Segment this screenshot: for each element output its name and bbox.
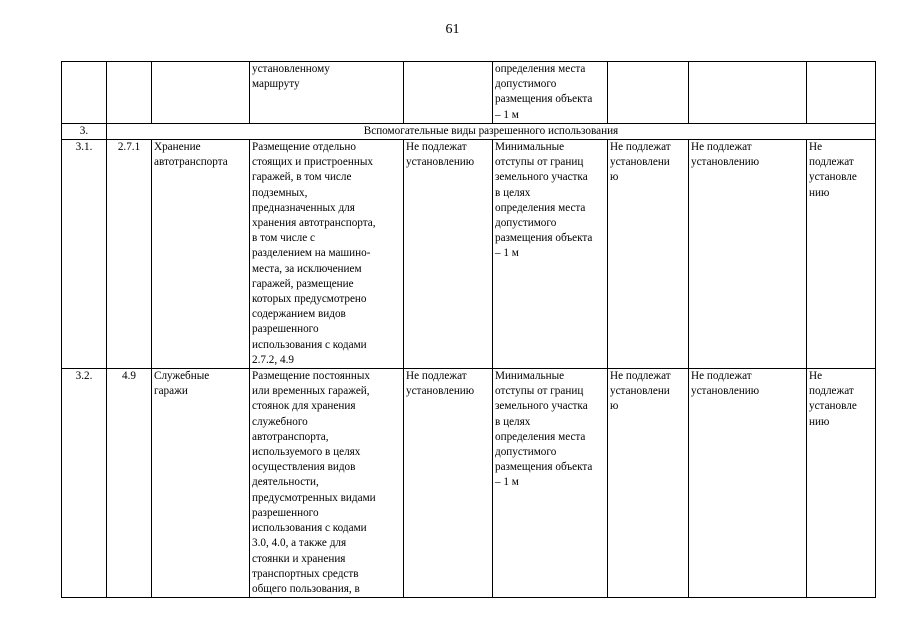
description-cell-line: разрешенного: [252, 323, 319, 336]
parameter-cell-line: подлежат: [809, 385, 854, 398]
setback-cell-line: отступы от границ: [495, 156, 584, 169]
setback-cell-line: допустимого: [495, 217, 557, 230]
use-name-cell-line: автотранспорта: [154, 156, 228, 169]
description-cell-line: транспортных средств: [252, 567, 359, 580]
description-cell-line: гаражей, в том числе: [252, 171, 352, 184]
parameter-cell: [404, 369, 493, 598]
continuation-cell-line: размещения объекта: [495, 93, 593, 106]
setback-cell: [493, 140, 608, 369]
continuation-cell-line: маршруту: [252, 78, 300, 91]
parameter-cell-line: нию: [809, 186, 830, 199]
description-cell-line: содержанием видов: [252, 308, 346, 321]
parameter-cell-line: Не подлежат: [691, 141, 752, 154]
land-use-table: [61, 61, 876, 598]
continuation-cell: [62, 62, 107, 124]
parameter-cell: [608, 140, 689, 369]
setback-cell-line: размещения объекта: [495, 461, 593, 474]
description-cell-line: служебного: [252, 415, 308, 428]
parameter-cell-line: установлению: [691, 385, 760, 398]
use-name-cell-line: Служебные: [154, 370, 210, 383]
setback-cell-line: – 1 м: [495, 476, 519, 489]
row-number-cell: 3.1.: [62, 140, 107, 369]
parameter-cell-line: Не: [809, 141, 823, 154]
parameter-cell-line: установлению: [691, 156, 760, 169]
parameter-cell-line: установлению: [406, 156, 475, 169]
parameter-cell-line: установлению: [406, 385, 475, 398]
description-cell-line: Размещение постоянных: [252, 370, 370, 383]
parameter-cell-line: Не: [809, 370, 823, 383]
code-cell: 2.7.1: [107, 140, 152, 369]
continuation-cell: [404, 62, 493, 124]
page-number: 61: [445, 22, 460, 37]
use-name-cell-line: гаражи: [154, 385, 188, 398]
description-cell-line: места, за исключением: [252, 262, 362, 275]
description-cell-line: подземных,: [252, 186, 308, 199]
parameter-cell-line: Не подлежат: [406, 141, 467, 154]
table-row: [62, 369, 876, 598]
description-cell: [250, 369, 404, 598]
section-number: 3.: [62, 123, 107, 139]
description-cell-line: в том числе с: [252, 232, 315, 245]
continuation-cell: [493, 62, 608, 124]
use-name-cell-line: Хранение: [154, 141, 201, 154]
description-cell-line: 2.7.2, 4.9: [252, 353, 294, 366]
continuation-cell: [689, 62, 807, 124]
description-cell: [250, 140, 404, 369]
setback-cell-line: допустимого: [495, 446, 557, 459]
section-title: Вспомогательные виды разрешенного использования: [107, 123, 876, 139]
continuation-cell-line: установленному: [252, 63, 330, 75]
parameter-cell-line: ю: [610, 171, 619, 184]
parameter-cell-line: Не подлежат: [691, 370, 752, 383]
parameter-cell-line: установлени: [610, 156, 670, 169]
description-cell-line: Размещение отдельно: [252, 141, 356, 154]
setback-cell-line: Минимальные: [495, 370, 565, 383]
setback-cell-line: отступы от границ: [495, 385, 584, 398]
description-cell-line: разделением на машино-: [252, 247, 371, 260]
setback-cell-line: определения места: [495, 201, 586, 214]
continuation-cell: [152, 62, 250, 124]
description-cell-line: предусмотренных видами: [252, 491, 376, 504]
continuation-cell: [250, 62, 404, 124]
description-cell-line: 3.0, 4.0, а также для: [252, 537, 347, 550]
parameter-cell-line: Не подлежат: [406, 370, 467, 383]
description-cell-line: стоянок для хранения: [252, 400, 356, 413]
description-cell-line: хранения автотранспорта,: [252, 217, 376, 230]
parameter-cell: [807, 369, 876, 598]
continuation-cell-line: определения места: [495, 63, 586, 75]
setback-cell-line: размещения объекта: [495, 232, 593, 245]
parameter-cell: [689, 369, 807, 598]
description-cell-line: разрешенного: [252, 506, 319, 519]
description-cell-line: предназначенных для: [252, 201, 355, 214]
description-cell-line: которых предусмотрено: [252, 293, 367, 306]
setback-cell-line: Минимальные: [495, 141, 565, 154]
continuation-cell: [608, 62, 689, 124]
setback-cell-line: земельного участка: [495, 400, 588, 413]
setback-cell-line: – 1 м: [495, 247, 519, 260]
description-cell-line: или временных гаражей,: [252, 385, 370, 398]
description-cell-line: использования с кодами: [252, 522, 367, 535]
section-row: [62, 123, 876, 139]
parameter-cell: [689, 140, 807, 369]
parameter-cell-line: нию: [809, 415, 830, 428]
code-cell: 4.9: [107, 369, 152, 598]
use-name-cell: [152, 140, 250, 369]
table-body: [62, 62, 876, 598]
continuation-cell-line: допустимого: [495, 78, 557, 91]
description-cell-line: деятельности,: [252, 476, 319, 489]
setback-cell-line: определения места: [495, 430, 586, 443]
description-cell-line: использования с кодами: [252, 338, 367, 351]
use-name-cell: [152, 369, 250, 598]
parameter-cell-line: подлежат: [809, 156, 854, 169]
description-cell-line: гаражей, размещение: [252, 277, 354, 290]
table-row: [62, 140, 876, 369]
setback-cell: [493, 369, 608, 598]
description-cell-line: используемого в целях: [252, 446, 361, 459]
setback-cell-line: в целях: [495, 415, 531, 428]
description-cell-line: стоящих и пристроенных: [252, 156, 373, 169]
description-cell-line: автотранспорта,: [252, 430, 329, 443]
description-cell-line: осуществления видов: [252, 461, 356, 474]
parameter-cell-line: установлени: [610, 385, 670, 398]
parameter-cell: [807, 140, 876, 369]
continuation-cell: [807, 62, 876, 124]
parameter-cell-line: ю: [610, 400, 619, 413]
setback-cell-line: в целях: [495, 186, 531, 199]
parameter-cell-line: установле: [809, 171, 857, 184]
parameter-cell-line: Не подлежат: [610, 370, 671, 383]
parameter-cell-line: Не подлежат: [610, 141, 671, 154]
setback-cell-line: земельного участка: [495, 171, 588, 184]
row-number-cell: 3.2.: [62, 369, 107, 598]
table-row-continuation: [62, 62, 876, 124]
continuation-cell-line: – 1 м: [495, 108, 519, 121]
description-cell-line: общего пользования, в: [252, 582, 360, 595]
description-cell-line: стоянки и хранения: [252, 552, 346, 565]
parameter-cell: [404, 140, 493, 369]
parameter-cell: [608, 369, 689, 598]
parameter-cell-line: установле: [809, 400, 857, 413]
continuation-cell: [107, 62, 152, 124]
